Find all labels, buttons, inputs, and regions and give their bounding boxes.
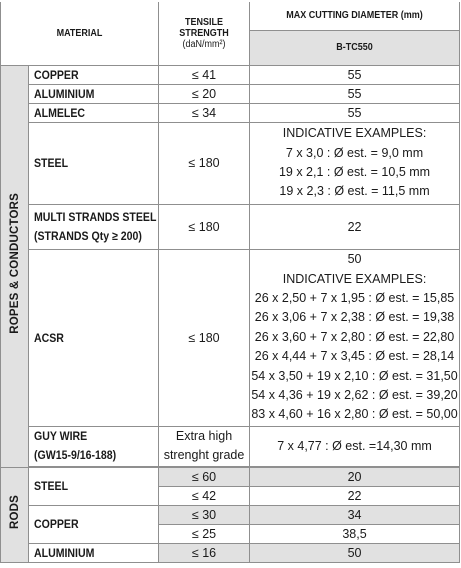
header-tensile-line2: STRENGTH [179, 27, 229, 39]
group-rods-label: RODS [8, 494, 21, 530]
row-rod-copper-material-text: COPPER [34, 517, 79, 531]
header-tensile-line1: TENSILE [185, 16, 224, 28]
row-rod-copper-material [29, 505, 159, 543]
row-copper-material-text: COPPER [34, 67, 79, 82]
steel-example: 19 x 2,3 : Ø est. = 11,5 mm [279, 184, 430, 199]
row-almelec-diameter: 55 [250, 103, 460, 122]
acsr-diameter-value: 50 [347, 252, 362, 267]
row-rod-copper-diameter: 34 [250, 505, 460, 524]
cutting-capacity-table [0, 2, 460, 563]
row-rod-copper-diameter: 38,5 [250, 524, 460, 543]
row-rod-steel-diameter: 20 [250, 467, 460, 486]
header-max-cutting [250, 2, 460, 30]
row-acsr-diameter [250, 249, 460, 426]
row-rod-copper-strength: ≤ 30 [159, 505, 250, 524]
row-acsr-strength: ≤ 180 [159, 249, 250, 426]
header-model-label: B-TC550 [336, 42, 373, 53]
acsr-example: 26 x 3,06 + 7 x 2,38 : Ø est. = 19,38 [254, 310, 455, 325]
row-guy-material-line1: GUY WIRE [34, 429, 88, 443]
row-multi-material [29, 204, 159, 249]
steel-examples-title: INDICATIVE EXAMPLES: [282, 126, 427, 141]
acsr-example: 26 x 3,60 + 7 x 2,80 : Ø est. = 22,80 [254, 329, 455, 344]
row-steel-diameter [250, 122, 460, 204]
row-almelec-material-text: ALMELEC [34, 105, 86, 120]
row-rod-steel-strength: ≤ 42 [159, 486, 250, 505]
row-rod-steel-diameter: 22 [250, 486, 460, 505]
acsr-example: 54 x 3,50 + 19 x 2,10 : Ø est. = 31,50 [251, 368, 458, 383]
acsr-example: 83 x 4,60 + 16 x 2,80 : Ø est. = 50,00 [251, 407, 458, 422]
row-steel-material [29, 122, 159, 204]
row-rod-steel-strength: ≤ 60 [159, 467, 250, 486]
row-steel-material-text: STEEL [34, 156, 69, 170]
row-multi-material-line2: (STRANDS Qty ≥ 200) [34, 228, 142, 243]
row-rod-aluminium-material-text: ALUMINIUM [34, 545, 95, 560]
row-rod-steel-material-text: STEEL [34, 479, 69, 493]
group-ropes [1, 65, 29, 467]
row-copper-material [29, 65, 159, 84]
acsr-example: 54 x 4,36 + 19 x 2,62 : Ø est. = 39,20 [251, 388, 458, 403]
row-acsr-material [29, 249, 159, 426]
header-tensile-line3: (daN/mm²) [182, 38, 226, 50]
acsr-example: 26 x 2,50 + 7 x 1,95 : Ø est. = 15,85 [254, 290, 455, 305]
acsr-examples-title: INDICATIVE EXAMPLES: [282, 271, 427, 286]
row-aluminium-material-text: ALUMINIUM [34, 86, 95, 101]
row-rod-copper-strength: ≤ 25 [159, 524, 250, 543]
row-rod-steel-material [29, 467, 159, 505]
row-copper-strength: ≤ 41 [159, 65, 250, 84]
row-rod-aluminium-material [29, 543, 159, 562]
steel-example: 7 x 3,0 : Ø est. = 9,0 mm [285, 145, 424, 160]
row-aluminium-material [29, 84, 159, 103]
row-guy-diameter: 7 x 4,77 : Ø est. =14,30 mm [250, 426, 460, 466]
group-ropes-label: ROPES & CONDUCTORS [8, 193, 21, 334]
row-multi-diameter: 22 [250, 204, 460, 249]
row-aluminium-diameter: 55 [250, 84, 460, 103]
row-almelec-strength: ≤ 34 [159, 103, 250, 122]
row-guy-strength [159, 426, 250, 466]
group-rods [1, 467, 29, 562]
row-aluminium-strength: ≤ 20 [159, 84, 250, 103]
row-guy-strength-line2: strenght grade [163, 448, 245, 462]
row-guy-material [29, 426, 159, 466]
header-material-label: MATERIAL [56, 27, 103, 39]
row-rod-aluminium-strength: ≤ 16 [159, 543, 250, 562]
header-max-cutting-label: MAX CUTTING DIAMETER (mm) [286, 10, 423, 22]
row-multi-material-line1: MULTI STRANDS STEEL [34, 209, 157, 224]
row-copper-diameter: 55 [250, 65, 460, 84]
row-guy-material-line2: (GW15-9/16-188) [34, 448, 117, 462]
acsr-example: 26 x 4,44 + 7 x 3,45 : Ø est. = 28,14 [254, 349, 455, 364]
row-acsr-material-text: ACSR [34, 330, 64, 345]
row-steel-strength: ≤ 180 [159, 122, 250, 204]
header-model [250, 30, 460, 65]
header-material [1, 2, 159, 65]
row-guy-strength-line1: Extra high [175, 429, 233, 443]
row-multi-strength: ≤ 180 [159, 204, 250, 249]
row-rod-aluminium-diameter: 50 [250, 543, 460, 562]
steel-example: 19 x 2,1 : Ø est. = 10,5 mm [278, 165, 431, 179]
header-tensile [159, 2, 250, 65]
row-almelec-material [29, 103, 159, 122]
